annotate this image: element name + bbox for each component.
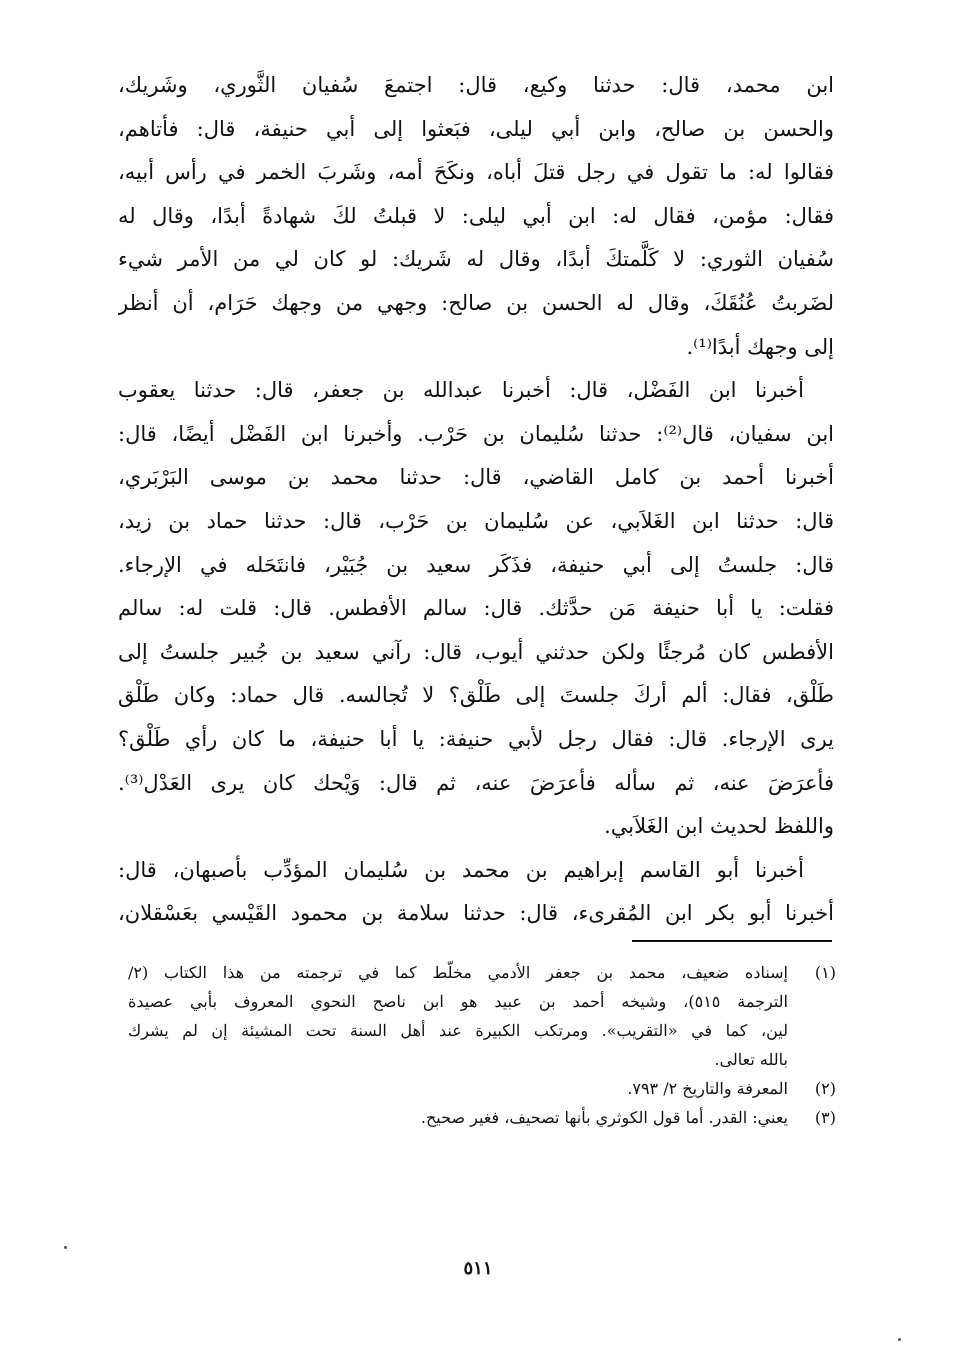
text-line: فقلت: يا أبا حنيفة مَن حدَّثك. قال: سالم الأفطس. قال: قلت له: سالم xyxy=(118,596,834,621)
text-line: واللفظ لحديث ابن الغَلاَبي. xyxy=(604,814,834,839)
footnote-2 xyxy=(128,1074,836,1103)
text-line: الأفطس كان مُرجئًا ولكن حدثني أيوب، قال: رآني سعيد بن جُبير جلستُ إلى xyxy=(118,639,834,664)
text-line: طَلْق، فقال: ألم أركَ جلستَ إلى طَلْق؟ لا تُجالسه. قال حماد: وكان طَلْق xyxy=(118,683,834,708)
footnote-line: لين، كما في «التقريب». ومرتكب الكبيرة عند أهل السنة تحت المشيئة إن لم يشرك xyxy=(128,1021,788,1040)
text-line: ابن محمد، قال: حدثنا وكيع، قال: اجتمعَ سُفيان الثَّوري، وشَريك، xyxy=(118,73,834,97)
footnote-number: (٢) xyxy=(814,1079,836,1098)
text-line: قال: حدثنا ابن الغَلاَبي، عن سُليمان بن حَرْب، قال: حدثنا حماد بن زيد، xyxy=(118,508,834,533)
text-line: ابن سفيان، قال⁽²⁾: حدثنا سُليمان بن حَرْب. وأخبرنا ابن الفَضْل أيضًا، قال: xyxy=(118,421,834,446)
text-line: فقالوا له: ما تقول في رجل قتلَ أباه، ونكَحَ أمه، وشَربَ الخمر في رأس أبيه، xyxy=(118,160,834,185)
scan-speck xyxy=(898,1338,901,1341)
footnote-line: بالله تعالى. xyxy=(714,1050,788,1069)
footnotes-block xyxy=(128,958,836,1132)
scan-speck xyxy=(64,1246,67,1249)
footnote-line: يعني: القدر. أما قول الكوثري بأنها تصحيف، فغير صحيح. xyxy=(420,1108,788,1127)
text-line: أخبرنا أحمد بن كامل القاضي، قال: حدثنا محمد بن موسى البَرْبَري، xyxy=(118,465,834,490)
text-line: أخبرنا أبو القاسم إبراهيم بن محمد بن سُليمان المؤدِّب بأصبهان، قال: xyxy=(118,857,804,882)
text-line: سُفيان الثوري: لا كَلَّمتكَ أبدًا، وقال له شَريك: لو كان لي من الأمر شيء xyxy=(118,247,834,272)
footnote-text xyxy=(128,1074,788,1103)
footnote-3 xyxy=(128,1103,836,1132)
text-line: أخبرنا أبو بكر ابن المُقرىء، قال: حدثنا سلامة بن محمود القَيْسي بعَسْقلان، xyxy=(118,901,834,926)
footnote-number: (١) xyxy=(814,963,836,982)
text-line: إلى وجهك أبدًا⁽¹⁾. xyxy=(686,334,834,359)
page-number: ٥١١ xyxy=(463,1258,493,1279)
footnote-line: المعرفة والتاريخ ٢/ ٧٩٣. xyxy=(627,1079,788,1098)
footnote-1 xyxy=(128,958,836,1074)
footnote-line: إسناده ضعيف، محمد بن جعفر الأدمي مخلّط كما في ترجمته من هذا الكتاب (٢/ xyxy=(128,963,788,982)
footnote-number: (٣) xyxy=(814,1108,836,1127)
text-line: فقال: مؤمن، فقال له: ابن أبي ليلى: لا قبلتُ لكَ شهادةً أبدًا، وقال له xyxy=(118,203,834,228)
text-line: لضَربتُ عُنُقَكَ، وقال له الحسن بن صالح: وجهي من وجهك حَرَام، أن أنظر xyxy=(118,290,834,315)
text-line: أخبرنا ابن الفَضْل، قال: أخبرنا عبدالله بن جعفر، قال: حدثنا يعقوب xyxy=(118,378,804,403)
footnote-text xyxy=(128,1103,788,1132)
text-line: يرى الإرجاء. قال: فقال رجل لأبي حنيفة: يا أبا حنيفة، ما كان رأي طَلْق؟ xyxy=(118,726,834,751)
footnote-line: الترجمة ٥١٥)، وشيخه أحمد بن عبيد هو ابن ناصح النحوي المعروف بأبي عصيدة xyxy=(128,992,788,1011)
text-line: فأعرَضَ عنه، ثم سأله فأعرَضَ عنه، ثم قال: وَيْحك كان يرى العَدْل⁽³⁾. xyxy=(118,770,834,795)
text-line: والحسن بن صالح، وابن أبي ليلى، فبَعثوا إلى أبي حنيفة، قال: فأتاهم، xyxy=(118,116,834,141)
footnote-separator xyxy=(632,940,832,942)
footnote-text xyxy=(128,958,788,1074)
main-text-block xyxy=(118,64,834,936)
text-line: قال: جلستُ إلى أبي حنيفة، فذَكَر سعيد بن جُبَيْر، فانتَحَله في الإرجاء. xyxy=(118,552,834,577)
